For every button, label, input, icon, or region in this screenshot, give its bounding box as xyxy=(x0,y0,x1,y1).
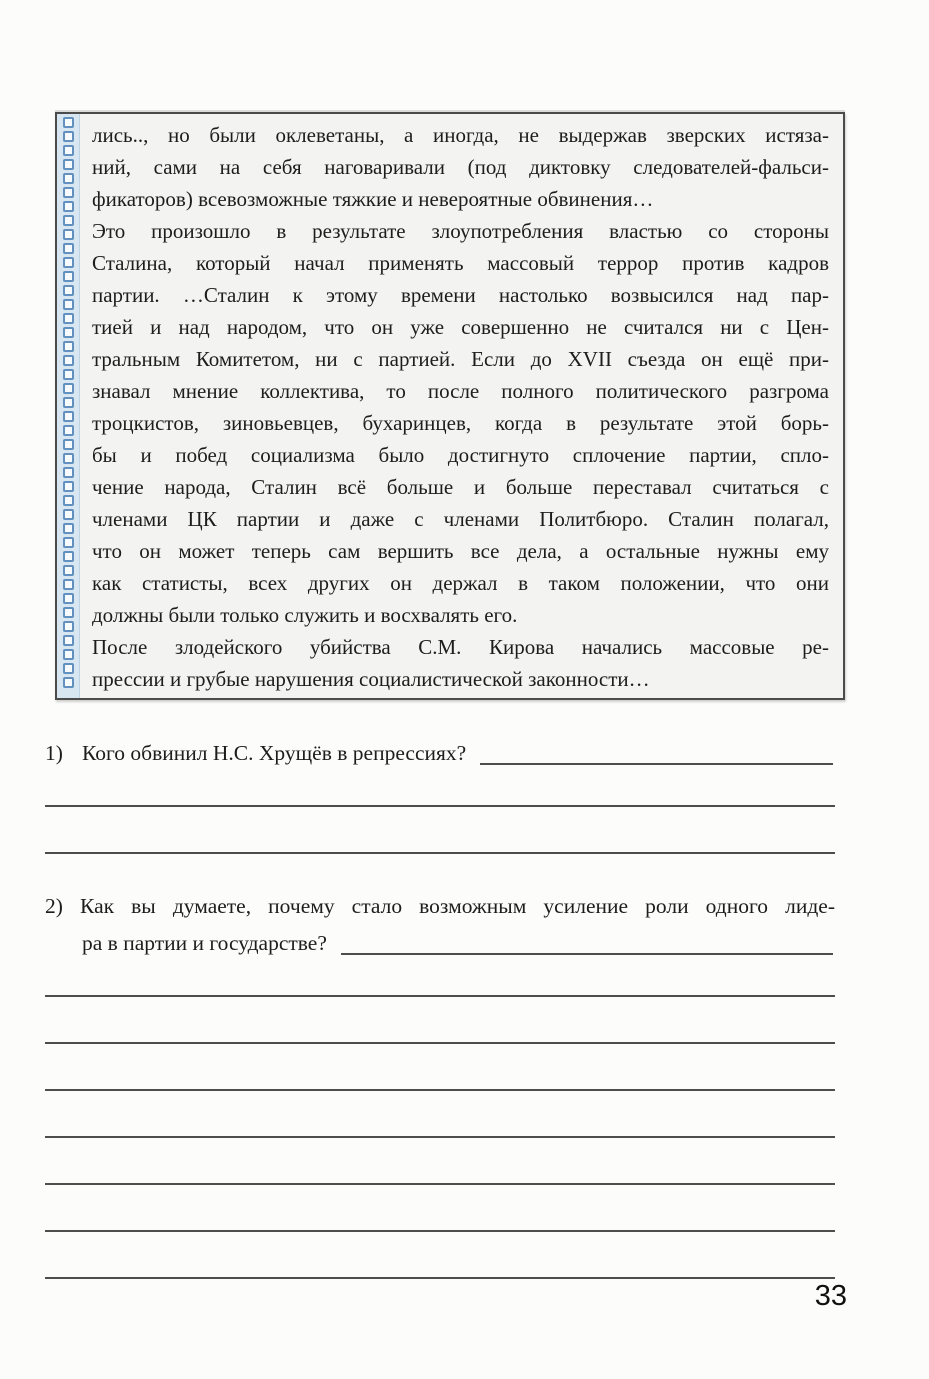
square-bullet-icon xyxy=(63,537,74,548)
quote-line: фикаторов) всевозможные тяжкие и невероятные обвинения… xyxy=(92,187,654,211)
quote-line: бы и побед социализма было достигнуто сплочение партии, спло- xyxy=(92,443,829,467)
square-bullet-icon xyxy=(63,453,74,464)
quote-line: прессии и грубые нарушения социалистической законности… xyxy=(92,667,650,691)
answer-blank-line xyxy=(45,852,835,854)
quote-line: троцкистов, зиновьевцев, бухаринцев, когда в результате этой борь- xyxy=(92,411,829,435)
answer-blank-line xyxy=(45,1183,835,1185)
square-bullet-icon xyxy=(63,159,74,170)
quote-line: ний, сами на себя наговаривали (под диктовку следователей-фальси- xyxy=(92,155,829,179)
square-bullet-icon xyxy=(63,383,74,394)
question-number: 1) xyxy=(45,741,63,765)
question-block xyxy=(45,735,835,772)
square-bullet-icon xyxy=(63,607,74,618)
square-bullet-icon xyxy=(63,509,74,520)
quote-line: партии. …Сталин к этому времени настолько возвысился над пар- xyxy=(92,283,829,307)
square-bullet-icon xyxy=(63,257,74,268)
square-bullet-icon xyxy=(63,243,74,254)
square-bullet-icon xyxy=(63,299,74,310)
question-block xyxy=(45,888,835,962)
square-bullet-icon xyxy=(63,187,74,198)
square-bullet-icon xyxy=(63,579,74,590)
square-bullet-icon xyxy=(63,523,74,534)
square-bullet-icon xyxy=(63,481,74,492)
questions-section xyxy=(45,735,835,1279)
quote-line: знавал мнение коллектива, то после полного политического разгрома xyxy=(92,379,829,403)
decorative-square-strip xyxy=(57,114,80,698)
square-bullet-icon xyxy=(63,131,74,142)
question-number: 2) xyxy=(45,894,63,918)
quote-box xyxy=(55,112,845,700)
square-bullet-icon xyxy=(63,677,74,688)
square-bullet-icon xyxy=(63,201,74,212)
quote-line: Это произошло в результате злоупотребления властью со стороны xyxy=(92,219,829,243)
square-bullet-icon xyxy=(63,229,74,240)
square-bullet-icon xyxy=(63,355,74,366)
question-text: ра в партии и государстве? xyxy=(82,931,327,955)
question-text xyxy=(45,888,836,925)
quote-line: как статисты, всех других он держал в таком положении, что они xyxy=(92,571,829,595)
square-bullet-icon xyxy=(63,649,74,660)
answer-blank-line xyxy=(45,995,835,997)
quote-text xyxy=(80,114,843,698)
quote-line: чение народа, Сталин всё больше и больше переставал считаться с xyxy=(92,475,829,499)
square-bullet-icon xyxy=(63,621,74,632)
quote-line: Сталина, который начал применять массовый террор против кадров xyxy=(92,251,829,275)
square-bullet-icon xyxy=(63,173,74,184)
square-bullet-icon xyxy=(63,369,74,380)
answer-blank-line xyxy=(45,1277,835,1279)
square-bullet-icon xyxy=(63,565,74,576)
square-bullet-icon xyxy=(63,635,74,646)
square-bullet-icon xyxy=(63,145,74,156)
square-bullet-icon xyxy=(63,117,74,128)
square-bullet-icon xyxy=(63,215,74,226)
question-text: Кого обвинил Н.С. Хрущёв в репрессиях? xyxy=(82,741,467,765)
square-bullet-icon xyxy=(63,551,74,562)
square-bullet-icon xyxy=(63,271,74,282)
square-bullet-icon xyxy=(63,593,74,604)
quote-line: что он может теперь сам вершить все дела, а остальные нужны ему xyxy=(92,539,829,563)
quote-line: тией и над народом, что он уже совершенно не считался ни с Цен- xyxy=(92,315,829,339)
square-bullet-icon xyxy=(63,439,74,450)
quote-line: членами ЦК партии и даже с членами Политбюро. Сталин полагал, xyxy=(92,507,829,531)
answer-blank-line xyxy=(45,1230,835,1232)
inline-answer-blank xyxy=(480,763,833,765)
square-bullet-icon xyxy=(63,285,74,296)
answer-blank-line xyxy=(45,1136,835,1138)
question-number xyxy=(45,925,82,962)
quote-line: тральным Комитетом, ни с партией. Если до XVII съезда он ещё при- xyxy=(92,347,829,371)
square-bullet-icon xyxy=(63,397,74,408)
square-bullet-icon xyxy=(63,411,74,422)
question-line xyxy=(45,735,835,772)
square-bullet-icon xyxy=(63,341,74,352)
square-bullet-icon xyxy=(63,313,74,324)
inline-answer-blank xyxy=(341,953,833,955)
square-bullet-icon xyxy=(63,467,74,478)
square-bullet-icon xyxy=(63,327,74,338)
question-text: Как вы думаете, почему стало возможным усиление роли одного лиде- xyxy=(80,894,836,918)
quote-line: лись.., но были оклеветаны, а иногда, не выдержав зверских истяза- xyxy=(92,123,829,147)
square-bullet-icon xyxy=(63,495,74,506)
square-bullet-icon xyxy=(63,425,74,436)
quote-line: должны были только служить и восхвалять его. xyxy=(92,603,518,627)
question-line xyxy=(45,925,835,962)
square-bullet-icon xyxy=(63,663,74,674)
quote-line: После злодейского убийства С.М. Кирова начались массовые ре- xyxy=(92,635,829,659)
page-number: 33 xyxy=(814,1280,847,1312)
answer-blank-line xyxy=(45,805,835,807)
answer-blank-line xyxy=(45,1089,835,1091)
answer-blank-line xyxy=(45,1042,835,1044)
